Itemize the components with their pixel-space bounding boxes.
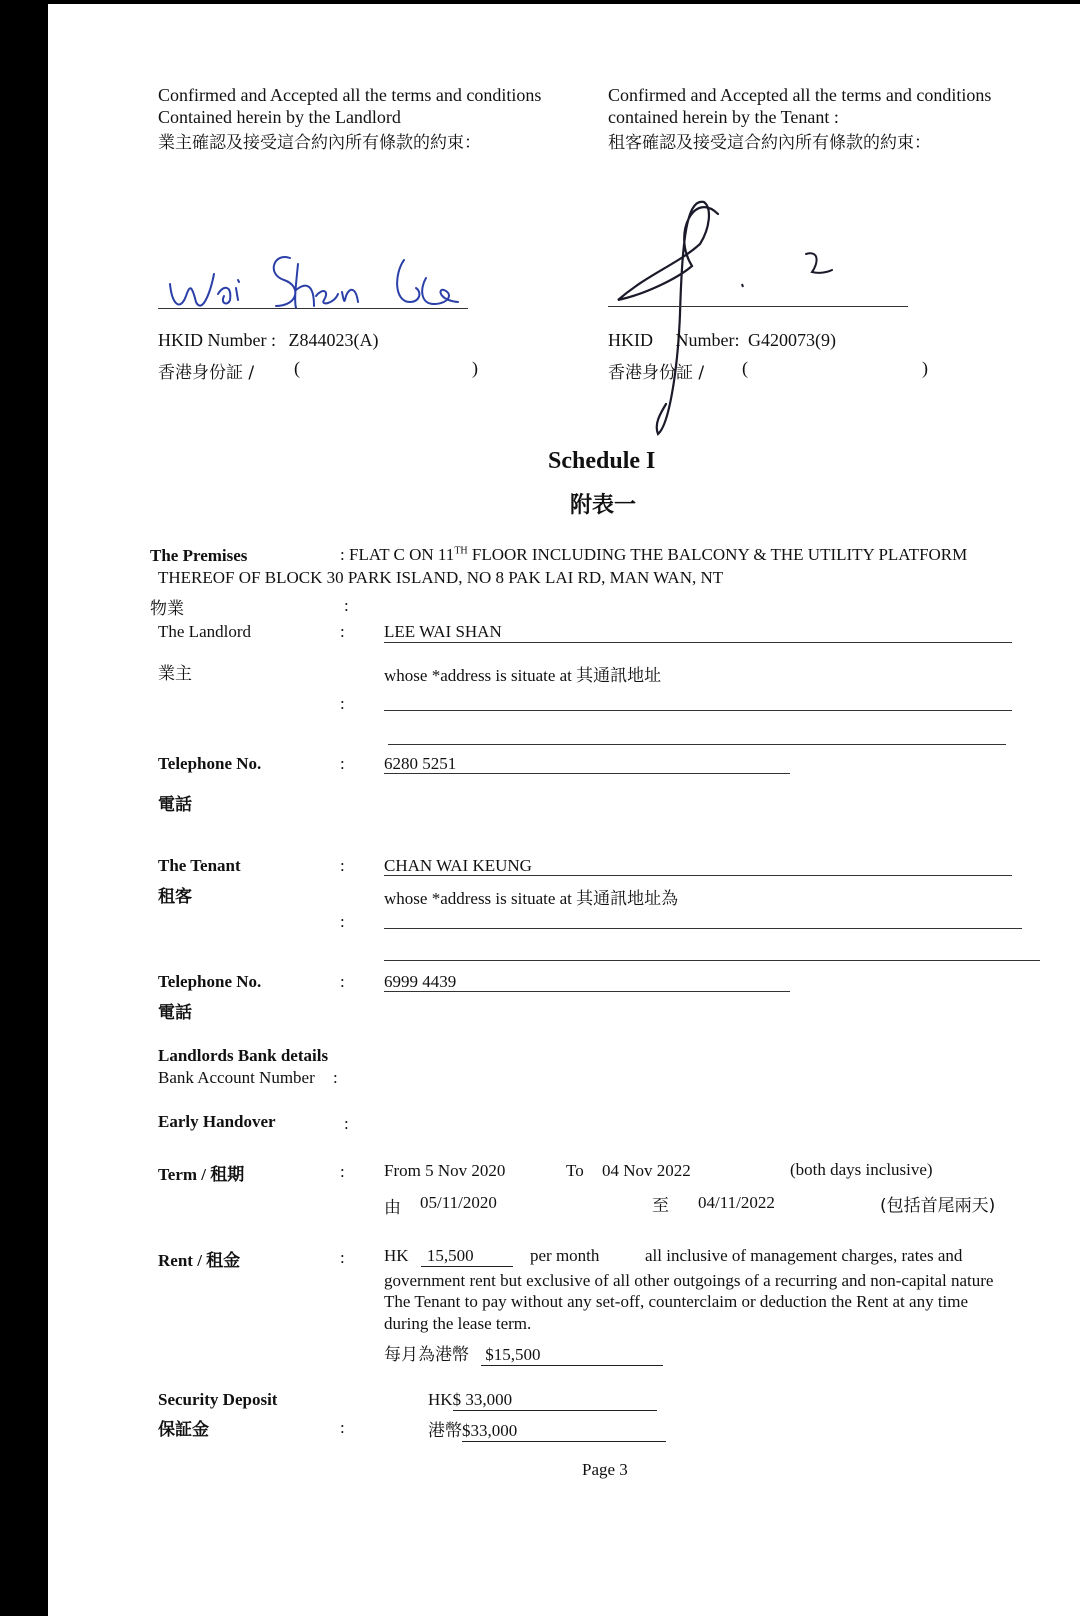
tenant-hkid-label2: Number: xyxy=(675,330,740,350)
tenant-hkid-open: ( xyxy=(742,358,748,378)
landlord-label-cn: 業主 xyxy=(158,664,192,684)
deposit-label: Security Deposit xyxy=(158,1390,278,1409)
premises-label: The Premises xyxy=(150,546,248,565)
landlord-signature-line xyxy=(158,308,468,309)
rent-colon: : xyxy=(340,1248,345,1267)
tenant-confirmation xyxy=(608,84,991,154)
deposit-cn-line xyxy=(428,1416,666,1442)
rent-line4: during the lease term. xyxy=(384,1314,532,1333)
schedule-title: Schedule I xyxy=(548,448,656,474)
rent-line2: government rent but exclusive of all other outgoings of a recurring and non-capital nature xyxy=(384,1271,994,1290)
tenant-hkid-value: G420073(9) xyxy=(747,330,836,350)
rent-cn-label: 每月為港幣 xyxy=(384,1345,469,1365)
tenant-label: The Tenant xyxy=(158,856,241,875)
tenant-tel-label-cn: 電話 xyxy=(158,1003,192,1023)
landlord-signature xyxy=(158,244,478,324)
term-cn-inclusive: (包括首尾兩天) xyxy=(880,1196,996,1216)
landlord-tel-line xyxy=(384,773,790,774)
landlord-confirmation xyxy=(158,84,541,154)
rent-label: Rent / 租金 xyxy=(158,1251,241,1270)
tenant-confirm-line3: 租客確認及接受這合約內所有條款的約束： xyxy=(608,133,931,153)
landlord-hkid-close: ) xyxy=(472,358,478,378)
landlord-confirm-line3: 業主確認及接受這合約內所有條款的約束： xyxy=(158,133,481,153)
landlord-tel-colon: : xyxy=(340,754,345,773)
term-colon: : xyxy=(340,1162,345,1181)
rent-per-month: per month xyxy=(530,1246,600,1265)
premises-line2: THEREOF OF BLOCK 30 PARK ISLAND, NO 8 PAK LAI RD, MAN WAN, NT xyxy=(158,568,724,587)
tenant-tel-colon: : xyxy=(340,972,345,991)
landlord-address-label: whose *address is situate at 其通訊地址 xyxy=(384,666,662,685)
premises-text-sup: TH xyxy=(454,545,468,557)
page-number: Page 3 xyxy=(582,1460,628,1479)
tenant-address-line2 xyxy=(384,960,1040,961)
landlord-hkid-cn-label: 香港身份証 / xyxy=(158,363,255,383)
landlord-name-line xyxy=(384,642,1012,643)
landlord-hkid xyxy=(158,330,378,351)
premises-colon: : xyxy=(340,545,345,564)
term-from: From 5 Nov 2020 xyxy=(384,1161,506,1180)
term-to-value: 04 Nov 2022 xyxy=(602,1161,691,1180)
rent-line3: The Tenant to pay without any set-off, counterclaim or deduction the Rent at any time xyxy=(384,1292,969,1311)
landlord-hkid-cn xyxy=(158,358,254,383)
landlord-hkid-value: Z844023(A) xyxy=(288,330,379,350)
premises-text-a: FLAT C ON 11 xyxy=(348,545,455,564)
tenant-hkid-close: ) xyxy=(922,358,928,378)
deposit-hk-amount: $ 33,000 xyxy=(452,1390,513,1409)
landlord-tel-label: Telephone No. xyxy=(158,754,262,773)
premises-text-b: FLOOR INCLUDING THE BALCONY & THE UTILITY PLATFORM xyxy=(467,545,968,564)
schedule-title-cn: 附表一 xyxy=(570,493,637,518)
tenant-label-cn: 租客 xyxy=(158,887,192,907)
tenant-address-line1 xyxy=(384,928,1022,929)
landlord-name: LEE WAI SHAN xyxy=(384,622,502,641)
landlord-hkid-label: HKID Number : xyxy=(158,330,276,350)
tenant-hkid-cn: 香港身份証 / xyxy=(608,363,705,383)
bank-account-colon: : xyxy=(333,1068,338,1087)
landlord-tel-value: 6280 5251 xyxy=(384,754,457,773)
deposit-label-cn: 保証金 xyxy=(158,1420,209,1440)
premises-text xyxy=(340,545,967,565)
rent-cn-line xyxy=(384,1340,663,1366)
landlord-tel-label-cn: 電話 xyxy=(158,795,192,815)
handover-colon: : xyxy=(344,1114,349,1133)
tenant-address-label: whose *address is situate at 其通訊地址為 xyxy=(384,889,679,908)
term-cn-from-value: 05/11/2020 xyxy=(420,1193,497,1212)
premises-label-cn: 物業 xyxy=(150,599,184,619)
deposit-cn-amount: $33,000 xyxy=(462,1421,518,1440)
tenant-confirm-line1: Confirmed and Accepted all the terms and conditions xyxy=(608,85,992,105)
landlord-address-line1 xyxy=(384,710,1012,711)
tenant-colon: : xyxy=(340,856,345,875)
term-inclusive: (both days inclusive) xyxy=(790,1160,933,1179)
rent-cn-amount: $15,500 xyxy=(485,1345,541,1364)
tenant-name-line xyxy=(384,875,1012,876)
tenant-tel-line xyxy=(384,991,790,992)
tenant-tel-value: 6999 4439 xyxy=(384,972,457,991)
bank-label: Landlords Bank details xyxy=(158,1046,329,1065)
tenant-confirm-line2: contained herein by the Tenant : xyxy=(608,107,839,127)
term-cn-from-label: 由 xyxy=(384,1198,401,1218)
landlord-confirm-line2: Contained herein by the Landlord xyxy=(158,107,401,127)
term-cn-to-label: 至 xyxy=(652,1196,669,1216)
landlord-label: The Landlord xyxy=(158,622,251,641)
tenant-tel-label: Telephone No. xyxy=(158,972,262,991)
term-cn-to-value: 04/11/2022 xyxy=(698,1193,775,1212)
deposit-colon: : xyxy=(340,1418,345,1437)
tenant-signature-line xyxy=(608,306,908,307)
rent-amount: 15,500 xyxy=(426,1246,474,1265)
landlord-confirm-line1: Confirmed and Accepted all the terms and conditions xyxy=(158,85,542,105)
deposit-hk-label: HK xyxy=(428,1390,453,1409)
premises-colon2: : xyxy=(344,596,349,615)
tenant-hkid xyxy=(608,330,836,351)
rent-line1-rest: all inclusive of management charges, rates and xyxy=(645,1246,963,1265)
tenant-colon2: : xyxy=(340,912,345,931)
tenant-name: CHAN WAI KEUNG xyxy=(384,856,532,875)
document-page xyxy=(48,4,1080,1616)
tenant-signature xyxy=(608,194,928,444)
handover-label: Early Handover xyxy=(158,1112,276,1131)
rent-amount-field xyxy=(421,1246,513,1267)
deposit-hk-amount-field xyxy=(453,1390,657,1411)
deposit-hk-line xyxy=(428,1390,657,1411)
bank-account-text: Bank Account Number xyxy=(158,1068,315,1087)
deposit-cn-amount-field xyxy=(462,1421,666,1442)
rent-cn-amount-field xyxy=(481,1345,663,1366)
term-to-label: To xyxy=(566,1161,584,1180)
term-label: Term / 租期 xyxy=(158,1165,245,1184)
rent-hk: HK xyxy=(384,1246,409,1265)
landlord-colon: : xyxy=(340,622,345,641)
landlord-hkid-open: ( xyxy=(294,358,300,378)
deposit-cn-label: 港幣 xyxy=(428,1421,462,1441)
rent-line1 xyxy=(384,1246,513,1267)
bank-account-label xyxy=(158,1068,338,1088)
landlord-colon2: : xyxy=(340,694,345,713)
tenant-hkid-label: HKID xyxy=(608,330,653,350)
landlord-address-line2 xyxy=(388,744,1006,745)
